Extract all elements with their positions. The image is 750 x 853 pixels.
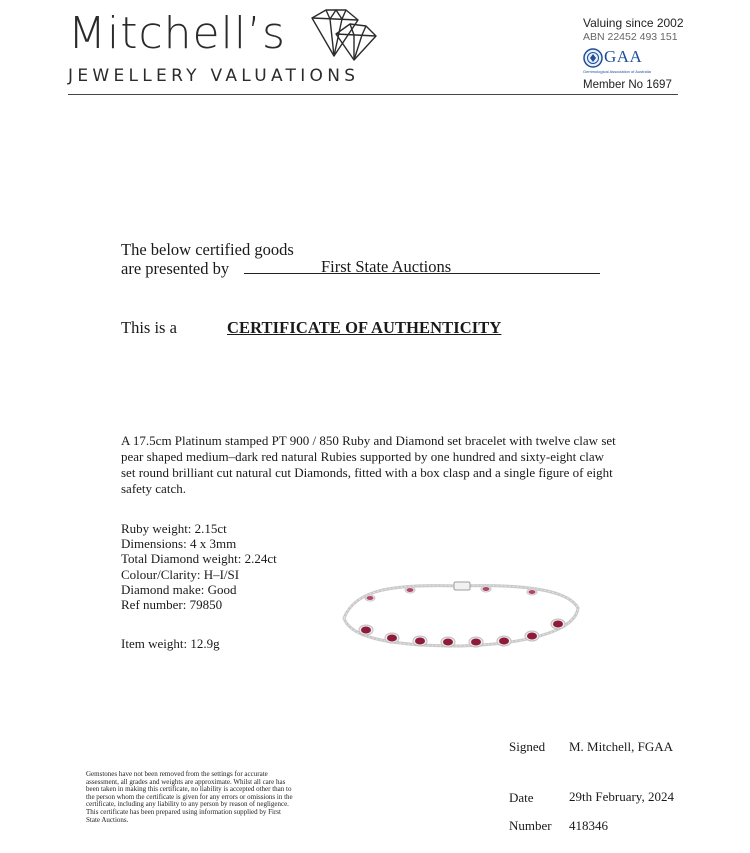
ruby-stone: [471, 639, 481, 646]
header-divider: [68, 94, 678, 95]
ruby-stone: [553, 621, 563, 628]
bracelet-chain: [344, 586, 578, 646]
bracelet-diamond-line: [344, 586, 578, 646]
disclaimer-text: Gemstones have not been removed from the settings for accurate assessment, all grades and weights are approximate. Whilst all care has been taken in making this certificate, no liability is accepted other than to the person whom the certificate is given for any errors or omissions in the certificate, including any liability to any person by reason of negligence. This certificate has been prepared using information supplied by First State Auctions.: [86, 770, 293, 824]
item-description: A 17.5cm Platinum stamped PT 900 / 850 Ruby and Diamond set bracelet with twelve claw set pear shaped medium–dark red natural Rubies supported by one hundred and sixty-eight claw set round brilliant cut natural cut Diamonds, fitted with a box clasp and a single figure of eight safety catch.: [121, 433, 616, 496]
number-label: Number: [509, 818, 552, 833]
brand-tagline: JEWELLERY VALUATIONS: [68, 66, 360, 86]
gaa-fullname: Gemmological Association of Australia: [583, 69, 651, 74]
ruby-stone: [367, 596, 374, 600]
certified-goods-line: The below certified goods: [121, 240, 294, 259]
certificate-title: CERTIFICATE OF AUTHENTICITY: [227, 318, 502, 337]
brand-name: Mitchell’s: [68, 8, 286, 59]
ruby-stone: [529, 590, 536, 594]
spec-list: [121, 521, 277, 612]
number-value: 418346: [569, 818, 608, 833]
ruby-stone: [527, 633, 537, 640]
gaa-seal-icon: [583, 48, 603, 68]
presented-by-label: are presented by: [121, 259, 230, 278]
spec-diamond-weight: Total Diamond weight: 2.24ct: [121, 551, 277, 567]
presenter-name: First State Auctions: [321, 257, 452, 276]
ruby-stone: [361, 627, 371, 634]
ruby-stone: [483, 587, 490, 591]
spec-ref-number: Ref number: 79850: [121, 597, 223, 613]
spec-colour-clarity: Colour/Clarity: H–I/SI: [121, 566, 240, 582]
spec-ruby-weight: Ruby weight: 2.15ct: [121, 521, 227, 536]
certificate-prefix: This is a: [121, 318, 177, 337]
date-label: Date: [509, 790, 534, 805]
date-value: 29th February, 2024: [569, 789, 674, 804]
valuing-since: Valuing since 2002: [583, 16, 684, 30]
abn-number: ABN 22452 493 151: [583, 31, 678, 43]
signed-label: Signed: [509, 739, 546, 754]
ruby-stone: [499, 638, 509, 645]
spec-diamond-make: Diamond make: Good: [121, 581, 237, 597]
item-weight: Item weight: 12.9g: [121, 636, 220, 651]
spec-dimensions: Dimensions: 4 x 3mm: [121, 536, 237, 552]
box-clasp: [454, 582, 470, 590]
gaa-label: GAA: [604, 47, 643, 66]
ruby-stone: [387, 635, 397, 642]
member-number: Member No 1697: [583, 79, 672, 91]
ruby-stone: [415, 638, 425, 645]
ruby-stone: [443, 639, 453, 646]
ruby-stone: [407, 588, 414, 592]
bracelet-image: [336, 578, 584, 654]
diamond-logo-icon: [302, 6, 380, 62]
signed-value: M. Mitchell, FGAA: [569, 739, 673, 754]
